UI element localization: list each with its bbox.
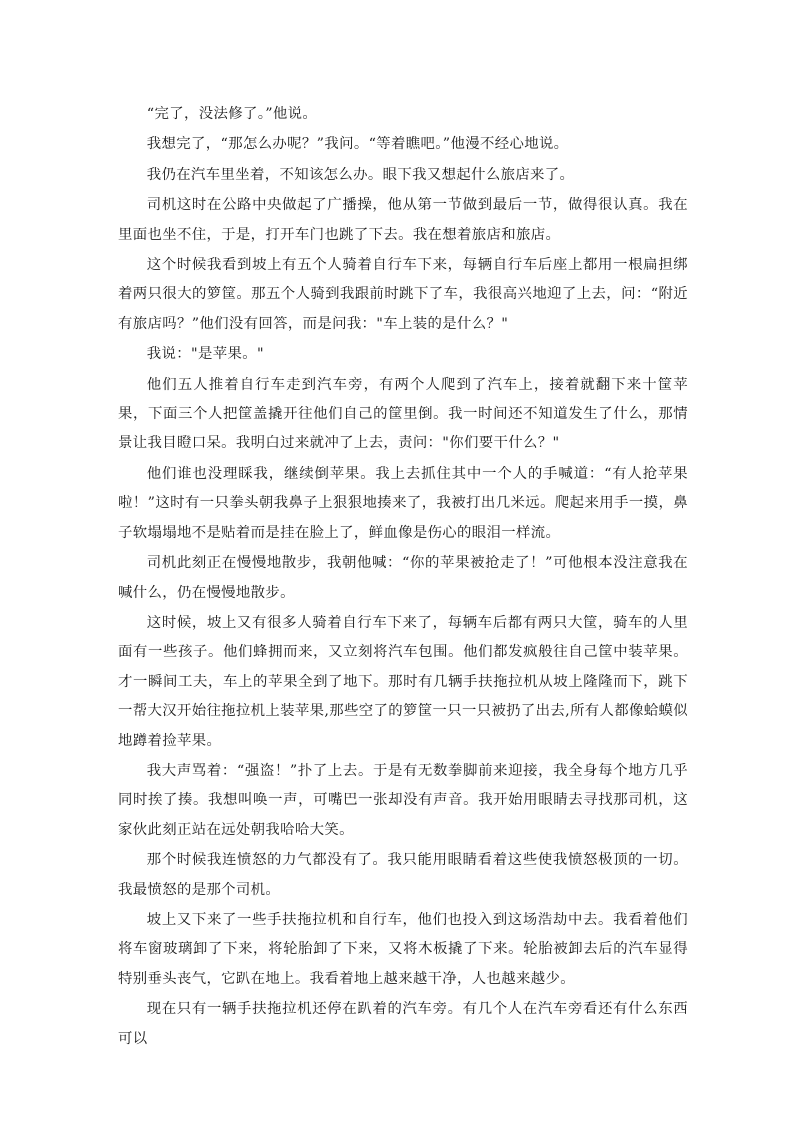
story-text-body [118, 100, 688, 1055]
paragraph: 我仍在汽车里坐着，不知该怎么办。眼下我又想起什么旅店来了。 [146, 166, 575, 183]
paragraph: 这个时候我看到坡上有五个人骑着自行车下来，每辆自行车后座上都用一根扁担绑着两只很大的箩筐。那五个人骑到我跟前时跳下了车，我很高兴地迎了上去，问：“附近有旅店吗？”他们没有回答，而是问我："车上装的是什么？" [118, 257, 688, 332]
paragraph: 他们谁也没理睬我，继续倒苹果。我上去抓住其中一个人的手喊道：“有人抢苹果啦！”这时有一只拳头朝我鼻子上狠狠地揍来了，我被打出几米远。爬起来用手一摸，鼻子软塌塌地不是贴着而是挂在脸上了，鲜血像是伤心的眼泪一样流。 [118, 465, 688, 541]
paragraph: 现在只有一辆手扶拖拉机还停在趴着的汽车旁。有几个人在汽车旁看还有什么东西可以 [118, 1001, 688, 1047]
paragraph: 那个时候我连愤怒的力气都没有了。我只能用眼睛看着这些使我愤怒极顶的一切。我最愤怒的是那个司机。 [118, 852, 688, 898]
paragraph: 这时候，坡上又有很多人骑着自行车下来了，每辆车后都有两只大筐，骑车的人里面有一些孩子。他们蜂拥而来，又立刻将汽车包围。他们都发疯般往自己筐中装苹果。才一瞬间工夫，车上的苹果全到了地下。那时有几辆手扶拖拉机从坡上隆隆而下，跳下一帮大汉开始往拖拉机上装苹果,那些空了的箩筐一只一只被扔了出去,所有人都像蛤蟆似地蹲着捡苹果。 [118, 614, 688, 749]
paragraph: 他们五人推着自行车走到汽车旁，有两个人爬到了汽车上，接着就翻下来十筐苹果，下面三个人把筐盖撬开往他们自己的筐里倒。我一时间还不知道发生了什么，那情景让我目瞪口呆。我明白过来就冲了上去，责问："你们要干什么？" [118, 376, 688, 452]
paragraph: 我大声骂着：“强盗！”扑了上去。于是有无数拳脚前来迎接，我全身每个地方几乎同时挨了揍。我想叫唤一声，可嘴巴一张却没有声音。我开始用眼睛去寻找那司机，这家伙此刻正站在远处朝我哈哈大笑。 [118, 762, 688, 838]
paragraph: 坡上又下来了一些手扶拖拉机和自行车，他们也投入到这场浩劫中去。我看着他们将车窗玻璃卸了下来，将轮胎卸了下来，又将木板撬了下来。轮胎被卸去后的汽车显得特别垂头丧气，它趴在地上。我看着地上越来越干净，人也越来越少。 [118, 911, 688, 987]
paragraph: 司机此刻正在慢慢地散步，我朝他喊：“你的苹果被抢走了！”可他根本没注意我在喊什么，仍在慢慢地散步。 [118, 555, 688, 601]
paragraph: 司机这时在公路中央做起了广播操，他从第一节做到最后一节，做得很认真。我在里面也坐不住，于是，打开车门也跳了下去。我在想着旅店和旅店。 [118, 197, 688, 243]
paragraph: 我想完了，“那怎么办呢？”我问。“等着瞧吧。”他漫不经心地说。 [146, 136, 569, 153]
paragraph: 我说："是苹果。" [146, 346, 264, 363]
paragraph: “完了，没法修了。”他说。 [146, 106, 318, 122]
